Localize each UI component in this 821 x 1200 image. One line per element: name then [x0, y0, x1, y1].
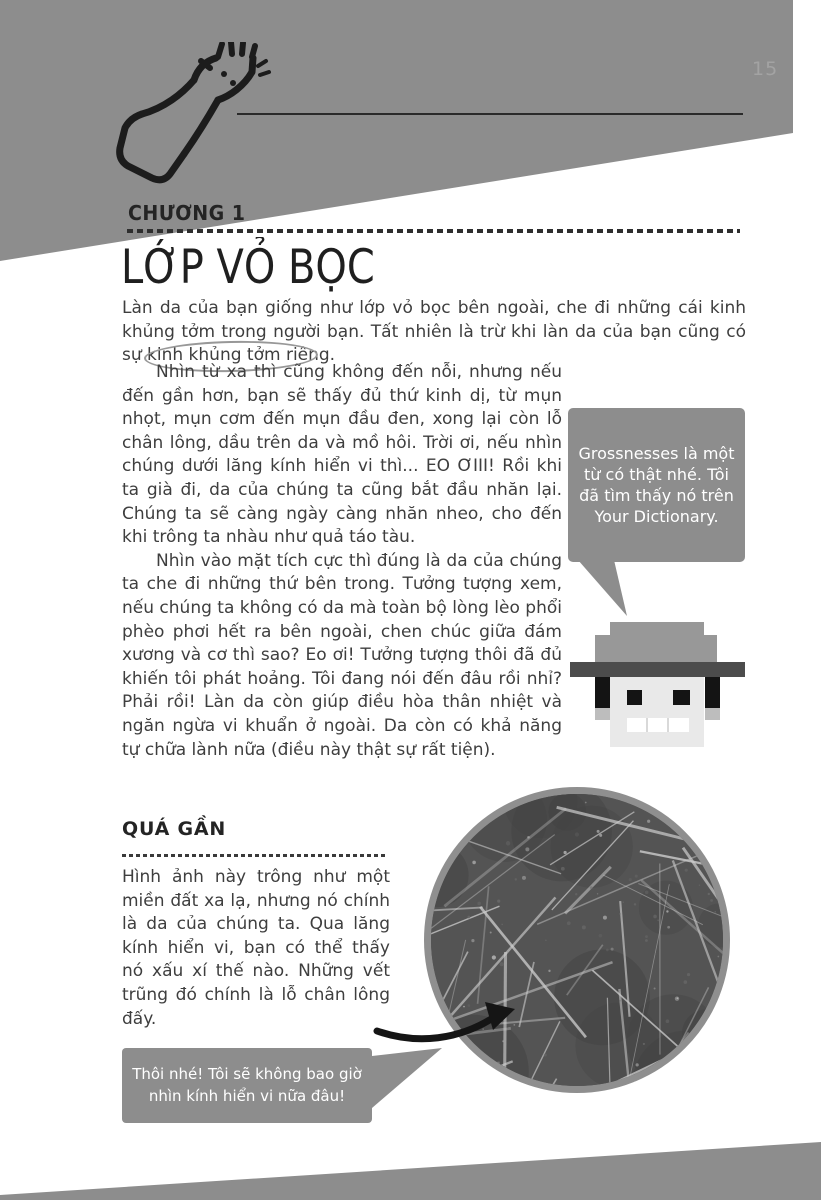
paragraph-skin-closeup: Nhìn từ xa thì cũng không đến nỗi, nhưng nếu đến gần hơn, bạn sẽ thấy đủ thứ kinh dị, từ mụn nhọt, mụn cơm đến mụn đầu đen, xong lại còn lỗ chân lông, dầu trên da và mồ hôi. Trời ơi, nếu nhìn chúng dưới lăng kính hiển vi thì... EO ƠIII! Rồi khi ta già đi, da của chúng ta cũng bắt đầu nhăn lại. Chúng ta sẽ càng ngày càng nhăn nheo, cho đến khi trông ta nhàu như quả táo tàu. — [122, 362, 562, 548]
speech-bubble-microscope — [122, 1048, 372, 1123]
paragraph-skin-positive: Nhìn vào mặt tích cực thì đúng là da của chúng ta che đi những thứ bên trong. Tưởng tượng xem, nếu chúng ta không có da mà toàn bộ lòng lèo phổi phèo phơi hết ra bên ngoài, chen chúc giữa đám xương và cơ thì sao? Eo ơi! Tưởng tượng thôi đã đủ khiến tôi phát hoảng. Tôi đang nói đến đâu rồi nhỉ? Phải rồi! Làn da còn giúp điều hòa thân nhiệt và ngăn ngừa vi khuẩn ở ngoài. Da còn có khả năng tự chữa lành nữa (điều này thật sự rất tiện). — [122, 550, 562, 760]
speech-bubble-microscope-text: Thôi nhé! Tôi sẽ không bao giờ nhìn kính hiển vi nữa đâu! — [132, 1065, 362, 1105]
section-heading: QUÁ GẦN — [122, 818, 227, 840]
section-dashed-divider — [122, 854, 385, 857]
speech-bubble-dictionary-text: Grossnesses là một từ có thật nhé. Tôi đã tìm thấy nó trên Your Dictionary. — [578, 444, 735, 526]
arm-illustration-icon — [106, 42, 306, 192]
pointer-arrow-icon — [372, 1000, 522, 1044]
speech-bubble-dictionary-tail — [576, 558, 646, 620]
chapter-dashed-divider — [127, 229, 740, 233]
header-rule-line — [237, 113, 743, 115]
page-number: 15 — [752, 58, 779, 80]
intro-paragraph: Làn da của bạn giống như lớp vỏ bọc bên ngoài, che đi những cái kinh khủng tởm trong người bạn. Tất nhiên là trừ khi làn da của bạn cũng có sự kinh khủng tởm riêng. — [122, 298, 746, 366]
chapter-label: CHƯƠNG 1 — [128, 201, 246, 225]
speech-bubble-dictionary — [568, 408, 745, 562]
page-title: LỚP VỎ BỌC — [121, 240, 375, 295]
speech-bubble-microscope-tail — [370, 1042, 446, 1112]
section-paragraph: Hình ảnh này trông như một miền đất xa lạ, nhưng nó chính là da của chúng ta. Qua lăng kính hiển vi, bạn có thể thấy nó xấu xí thế nào. Những vết trũng đó chính là lỗ chân lông đấy. — [122, 867, 390, 1029]
pixel-character-icon — [570, 620, 746, 748]
main-text-column — [122, 361, 562, 762]
skin-microscope-photo — [424, 787, 730, 1093]
